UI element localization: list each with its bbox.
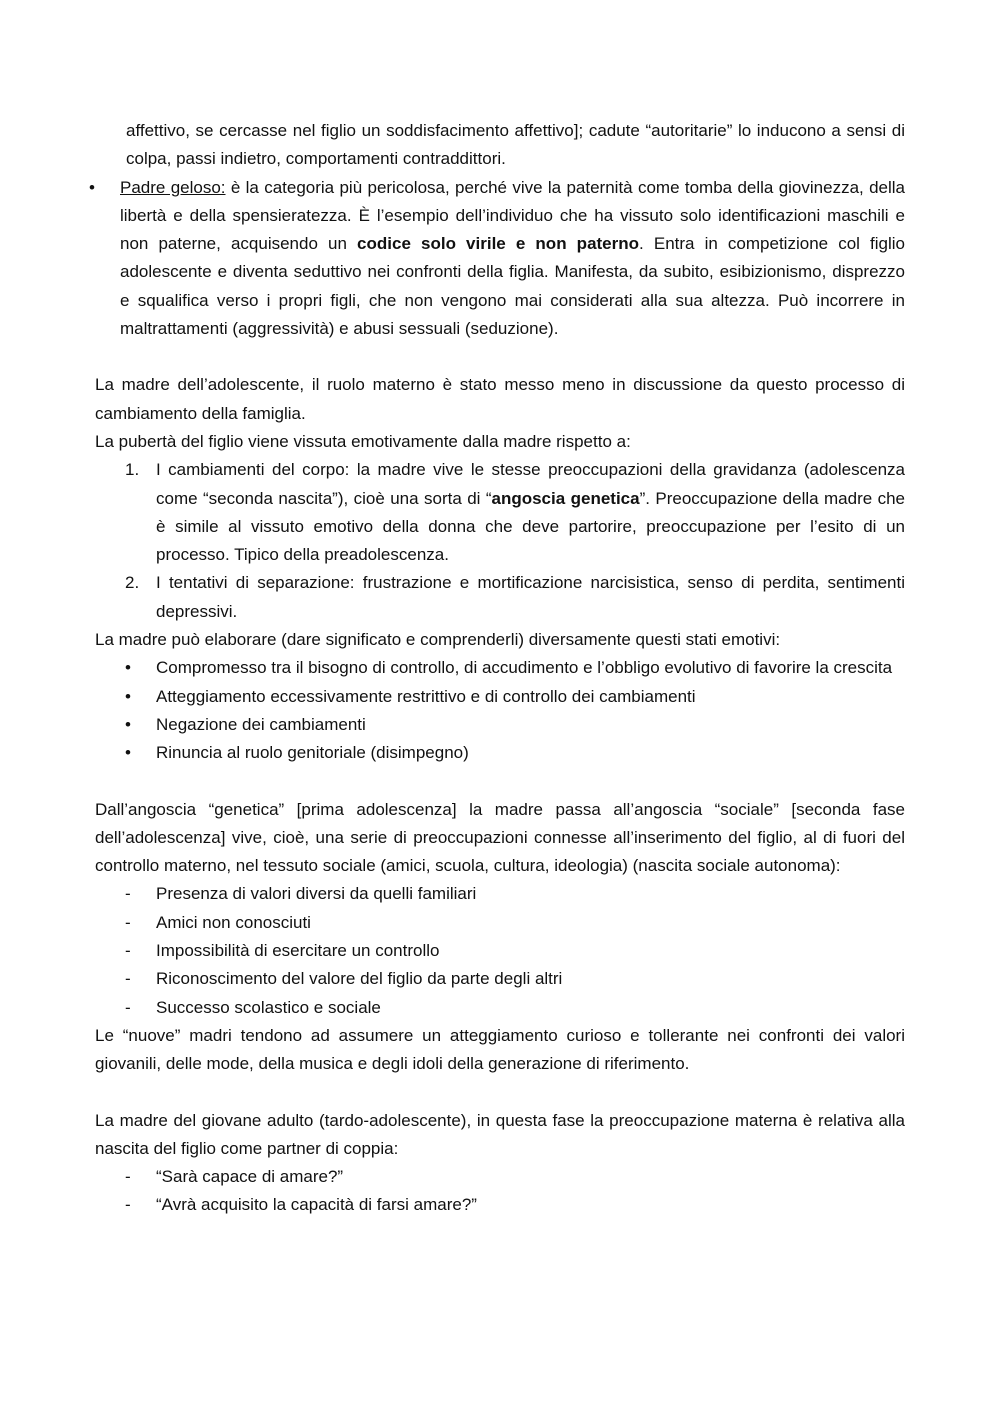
bullet-marker: •: [89, 177, 95, 197]
numbered-item-1-text: [156, 456, 905, 569]
padre-geloso-text-b: . Entra in competizione col figlio adolescente e diventa seduttivo nei confronti della figlia. Manifesta, da subito, esibizionismo, disprezzo e squalifica verso i propri figli, che non vengono mai considerati alla sua altezza. Può incorrere in maltrattamenti (aggressività) e abusi sessuali (seduzione).: [120, 234, 906, 339]
bullet-item: [95, 739, 905, 767]
dash-text: “Sarà capace di amare?”: [156, 1167, 344, 1187]
padre-geloso-text-a: è la categoria più pericolosa, perché vive la paternità come tomba della giovinezza, della libertà e della spensieratezza. È l’esempio dell’individuo che ha vissuto solo identificazioni maschili e non paterne, acquisendo un: [120, 177, 905, 254]
bullet-text: Negazione dei cambiamenti: [156, 714, 366, 734]
numbered-item-2: [95, 569, 905, 626]
bullet-marker: •: [125, 686, 131, 706]
dash-text: Successo scolastico e sociale: [156, 997, 381, 1017]
bullet-item-padre-geloso: [89, 174, 906, 344]
codice-virile-bold: codice solo virile e non paterno: [357, 234, 640, 254]
bullet-marker: •: [125, 743, 131, 763]
dash-text: “Avrà acquisito la capacità di farsi amare?”: [156, 1195, 477, 1215]
bullet-text: Compromesso tra il bisogno di controllo, di accudimento e l’obbligo evolutivo di favorire la crescita: [156, 658, 893, 678]
document-page: [89, 117, 906, 1220]
dash-item: [95, 880, 905, 908]
number-marker: 1.: [125, 460, 140, 480]
paragraph-elaborare: La madre può elaborare (dare significato e comprenderli) diversamente questi stati emotivi:: [95, 630, 781, 650]
item1-text-a: I cambiamenti del corpo: la madre vive le stesse preoccupazioni della gravidanza (adolescenza come “seconda nascita”), cioè una sorta di “: [156, 460, 905, 508]
paragraph-giovane-adulto: La madre del giovane adulto (tardo-adolescente), in questa fase la preoccupazione materna è relativa alla nascita del figlio come partner di coppia:: [95, 1110, 905, 1158]
padre-geloso-text: [120, 174, 905, 344]
dash-text: Presenza di valori diversi da quelli familiari: [156, 884, 477, 904]
dash-item: [95, 965, 905, 993]
intro-continuation: affettivo, se cercasse nel figlio un soddisfacimento affettivo]; cadute “autoritarie” lo inducono a sensi di colpa, passi indietro, comportamenti contraddittori.: [126, 121, 905, 169]
numbered-item-2-text: I tentativi di separazione: frustrazione e mortificazione narcisistica, senso di perdita, sentimenti depressivi.: [156, 573, 905, 621]
dash-marker: -: [125, 997, 131, 1017]
paragraph-gap: [95, 1079, 905, 1107]
dash-marker: -: [125, 941, 131, 961]
paragraph-nuove-madri: Le “nuove” madri tendono ad assumere un atteggiamento curioso e tollerante nei confronti dei valori giovanili, delle mode, della musica e degli idoli della generazione di riferimento.: [95, 1025, 905, 1074]
dash-text: Amici non conosciuti: [156, 912, 311, 932]
paragraph-madre-adolescente: La madre dell’adolescente, il ruolo materno è stato messo meno in discussione da questo processo di cambiamento della famiglia.: [95, 375, 905, 423]
dash-item: [95, 909, 905, 937]
bullet-item: [95, 654, 905, 682]
paragraph-puberta: La pubertà del figlio viene vissuta emotivamente dalla madre rispetto a:: [95, 431, 631, 451]
dash-item: [95, 1191, 905, 1219]
dash-marker: -: [125, 1167, 131, 1187]
bullet-item: [95, 683, 905, 711]
bullet-text: Rinuncia al ruolo genitoriale (disimpegno): [156, 743, 469, 763]
dash-item: [95, 994, 905, 1022]
paragraph-gap: [95, 343, 905, 371]
dash-marker: -: [125, 912, 131, 932]
paragraph-gap: [95, 768, 905, 796]
angoscia-genetica-bold: angoscia genetica: [491, 488, 640, 508]
dash-marker: -: [125, 969, 131, 989]
dash-marker: -: [125, 1195, 131, 1215]
bullet-marker: •: [125, 658, 131, 678]
number-marker: 2.: [125, 573, 140, 593]
item1-text-b: ”. Preoccupazione della madre che è simile al vissuto emotivo della donna che deve partorire, preoccupazione per l’esito di un processo. Tipico della preadolescenza.: [156, 488, 906, 565]
dash-text: Riconoscimento del valore del figlio da parte degli altri: [156, 969, 563, 989]
numbered-item-1: [95, 456, 905, 569]
dash-item: [95, 1163, 905, 1191]
padre-geloso-label: Padre geloso:: [120, 177, 226, 197]
dash-marker: -: [125, 884, 131, 904]
bullet-item: [95, 711, 905, 739]
bullet-marker: •: [125, 714, 131, 734]
bullet-text: Atteggiamento eccessivamente restrittivo e di controllo dei cambiamenti: [156, 686, 696, 706]
dash-text: Impossibilità di esercitare un controllo: [156, 941, 440, 961]
dash-item: [95, 937, 905, 965]
paragraph-angoscia-sociale: Dall’angoscia “genetica” [prima adolescenza] la madre passa all’angoscia “sociale” [seconda fase dell’adolescenza] vive, cioè, una serie di preoccupazioni connesse all’inserimento del figlio, al di fuori del controllo materno, nel tessuto sociale (amici, scuola, cultura, ideologia) (nascita sociale autonoma):: [95, 799, 905, 876]
